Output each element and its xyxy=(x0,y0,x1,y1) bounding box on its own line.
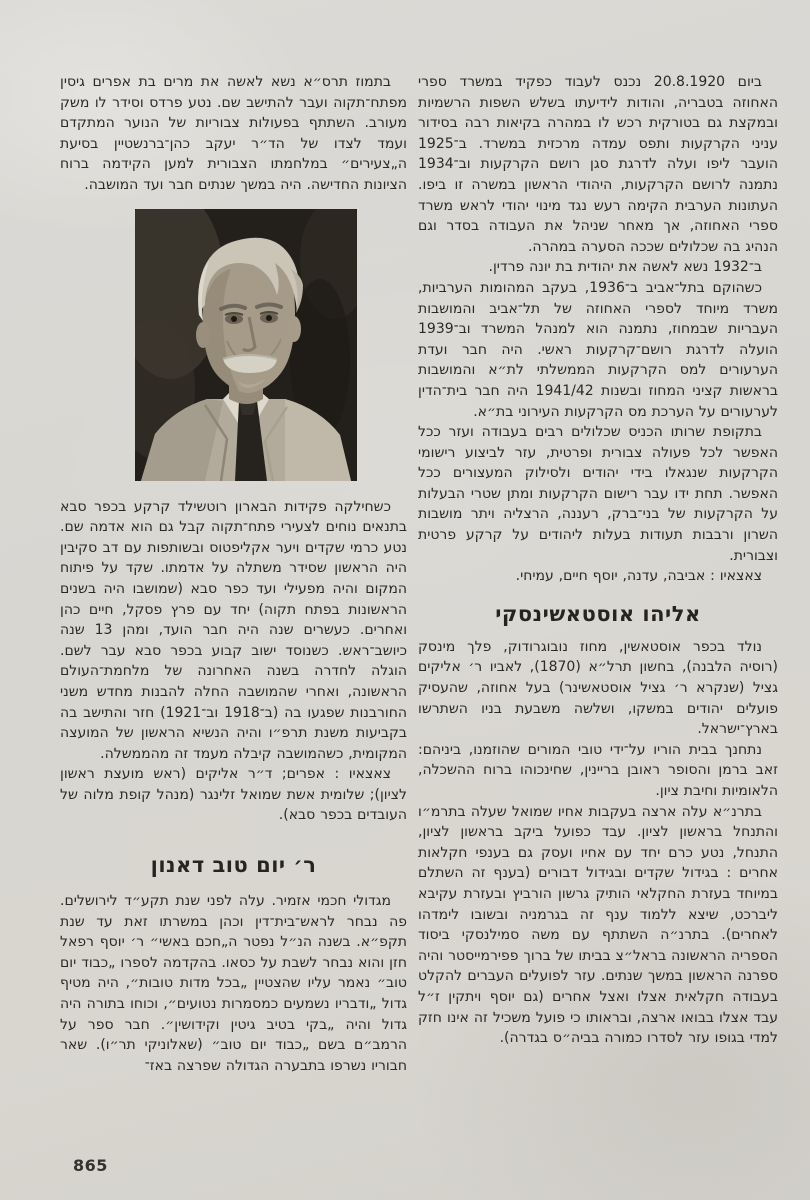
left-column xyxy=(60,72,407,1076)
entry-heading-eliyahu-ostashinsky: אליהו אוסטאשינסקי xyxy=(495,601,701,626)
paragraph: כשחילקה פקידות הבארון רוטשילד קרקע בכפר סבא בתנאים נוחים לצעירי פתח־תקוה קבל גם הוא אדמה שם. נטע כרמי שקדים ויער אקליפטוס ובשותפות עם דב סקיבין היה הראשון שסידר משתלה על אדמתו. שקד על פיתוח המקום והיה מפעילי ועד כפר סבא (שמושבו היה בשנים הראשונות בפתח תקוה) יחד עם פרץ פסקל, חיים כהן ואחרים. כעשרים שנה היה חבר הועד, ומהן 13 שנה כיושב־ראש. כשנוסד ישוב קבוע בכפר סבא עבר לשם. הוגלה לחדרה בשנה האחרונה של מלחמת־העולם הראשונה, ואחרי שהמושבה החלה להבנות מחדש משני החורבנות שפגעו בה (ב־1918 וב־1921) חזר והתישב בה בקביעות משנת תרפ״ו והיה הנשיא הראשון של המועצה המקומית, כשהמושבה קיבלה מעמד זה מהממשלה. xyxy=(60,498,408,762)
paragraph: בתקופת שרותו הכניס שכלולים רבים בעבודה ועזר ככל האפשר לכל פעולה צבורית ופרטית, עזר לביצוע רישומי הקרקעות שנגאלו בידי יהודים ולסילוק המעצורים ככל האפשר. תחת ידו עבר רישום הקרקעות ומתן שטרי הבעלות על הקרקעות של בני־ברק, רעננה, הרצליה ויתר מושבות השרון ורבבות תעודות בעלות ליהודים על קרקע פרטית וצבורית. xyxy=(418,424,778,564)
descendants-line: צאצאיו : אביבה, עדנה, יוסף חיים, עמיחי. xyxy=(515,568,762,585)
paragraph: נולד בכפר אוסטאשין, מחוז נובוגרודוק, פלך מינסק (רוסיה הלבנה), בחשון תרל״א (1870), לאביו ר׳ אליקים גציל (שנקרא ר׳ גציל אוסטאשינר) בעל אחוזה, שהעסיק פועלים יהודים במשקו, ושלשה משבעת בניו השתרשו בארץ־ישראל. xyxy=(418,638,778,738)
portrait-photo-image xyxy=(135,209,357,481)
paragraph: כשהוקם בתל־אביב ב־1936, בעקב המהומות הערביות, משרד מיוחד לספרי האחוזה של תל־אביב והמושבות העבריות שבמחוז, נתמנה הוא למנהל המשרד וב־1939 הועלה לדרגת רושם־קרקעות ראשי. היה חבר ועדת הערעורים למס הקרקעות הממשלתי לת״א והמושבות בראשות קציני המחוז ובשנות 1941/42 היה חבר בית־הדין לערעורים על הערכת מס הקרקעות העירוני בת״א. xyxy=(418,279,778,420)
paragraph: מגדולי חכמי אזמיר. עלה לפני שנת תקע״ד לירושלים. פה נבחר לראש־בית־דין וכהן במשרתו זאת עד שנת תקפ״א. בשנה הנ״ל נפטר ה„חכם באשי״ ר׳ יוסף רפאל חזן והוא נבחר לשבת על כסאו. בהקדמה לספרו „כבוד יום טוב״ נאמר עליו שהצטיין „בכל מדות טובות״, היה מטיף גדול „ודבריו נשמעים כמסמרות נטועים״, וכוחו בתורה היה גדול והיה „בקי בטיב גיטין וקידושין״. חבר ספר על הרמב״ם בשם „כבוד יום טוב״ (שאלוניקי תר״ו). שאר חבוריו נשרפו בתבערה הגדולה שפרצה באז־ xyxy=(60,893,407,1074)
descendants-line: צאצאיו : אפרים; ד״ר אליקים (ראש מועצת ראשון לציון); שלומית אשת שמואל זלינגר (מנהל קופת מלוה של העובדים בכפר סבא). xyxy=(60,766,407,824)
right-column xyxy=(418,72,778,1049)
entry-heading-yom-tov-danon: ר׳ יום טוב דאנון xyxy=(150,853,317,878)
paragraph: ב־1932 נשא לאשה את יהודית בת יונה פרדין. xyxy=(488,259,762,276)
page-number: 865 xyxy=(73,1156,108,1175)
paragraph: נתחנך בבית הוריו על־ידי טובי המורים שהוזמנו, ביניהם: זאב ברמן והסופר ראובן בריינין, שחינכוהו ברוח ההשכלה, הלאומיות וחיבת ציון. xyxy=(418,741,778,799)
paragraph: בתרנ״א עלה ארצה בעקבות אחיו שמואל שעלה בתרמ״ו והתנחל בראשון לציון. עבד כפועל ביקב בראשון לציון, התנחל, נטע כרם יחד עם אחיו ועסק גם בענפי חקלאות אחרים : בגידול שקדים ובגידול דבורים (בענף זה השתלם במיוחד בעזרת החקלאי הותיק גרשון הורביץ ובעזרת עקיבא ליברכט, שיצא ללמוד ענף זה בגרמניה ובשובו לימדהו לאחרים). בתרנ״ה השתתף עם משה סמילנסקי ביסוד הספריה הראשונה בראל״צ בביתו של ברוך פפירמייסטר והיה ספרנה הראשון במשך שנתים. עזר לפועלים העברים להקלט בעבודה חקלאית אצלו ואצל אחרים (גם יוסף ויתקין ז״ל עבד אצלו בבואו ארצה, ובראותו כי פועל משכיל זה אינו חזק למדי בגופו עזר לסדרו כמורה בביה״ס בגדרה). xyxy=(418,803,778,1047)
portrait-photo xyxy=(135,209,357,481)
paragraph: בתמוז תרס״א נשא לאשה את מרים בת אפרים גיסין מפתח־תקוה ועבר להתישב שם. נטע פרדס וסידר לו משק מעורב. השתתף בפעולות צבוריות של הנוער המתקדם ועמד לצדו של הד״ר יעקב כהן־ברנשטיין בסיעת ה„צעירים״ במלחמתו הצבורית למען הקידמה ברוח הציונות החדישה. היה במשך שנתים חבר ועד המושבה. xyxy=(60,74,407,193)
paragraph: ביום 20.8.1920 נכנס לעבוד כפקיד במשרד ספרי האחוזה בטבריה, והודות לידיעתו בשלש השפות הרשמיות ובמקצת גם בטורקית רכש לו במהרה בקיאות רבה בסידור עניני הקרקעות ותפס עמדה מרכזית במשרד. ב־1925 הועבר ליפו ועלה לדרגת סגן רושם הקרקעות וב־1934 נתמנה לרושם הקרקעות, היהודי הראשון במשרה זו ביפו. העתונות הערבית הקימה רעש נגד מינוי יהודי לראש משרד ספרי האחוזה, אך מאחר שניהל את העבודה בסדר וגם הנהיג בה שכלולים שככה הסערה במהרה. xyxy=(418,74,778,255)
